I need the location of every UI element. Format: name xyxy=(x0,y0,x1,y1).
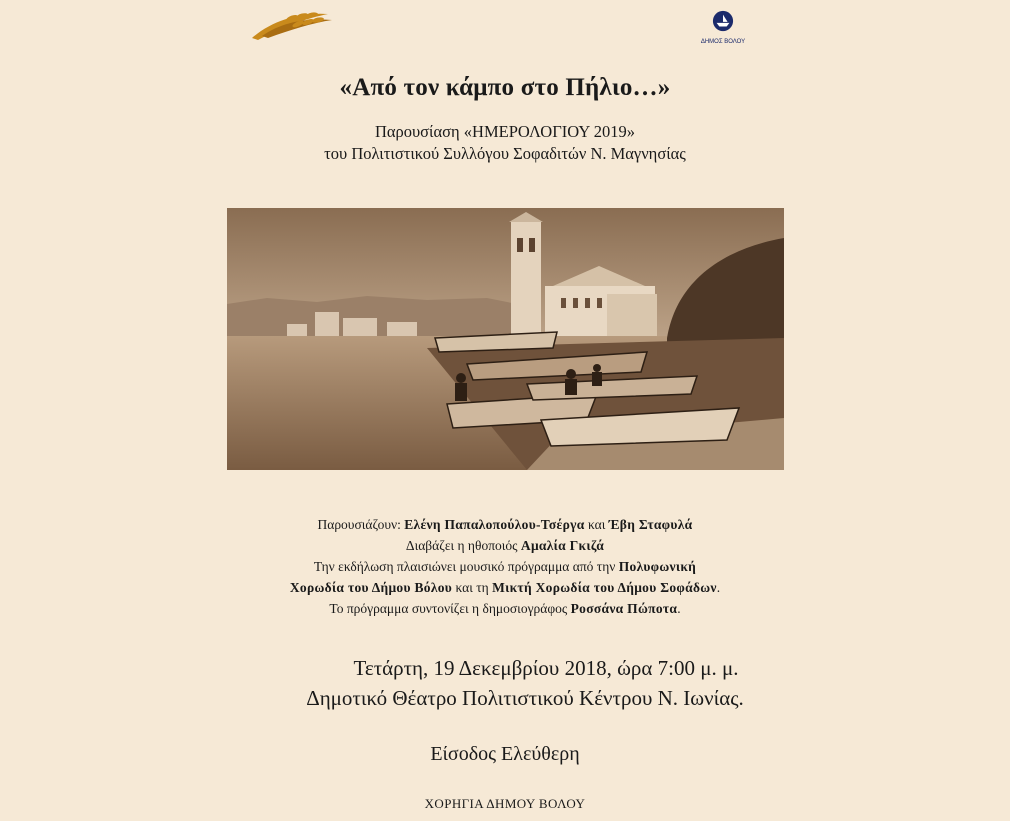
credits-block xyxy=(0,514,1010,619)
coordinator-period: . xyxy=(677,601,681,616)
reader-label: Διαβάζει η ηθοποιός xyxy=(405,538,521,553)
credits-line-presenters xyxy=(0,514,1010,535)
harbour-church-photo xyxy=(227,208,784,470)
credits-line-choirs xyxy=(0,577,1010,598)
sponsor-line: ΧΟΡΗΓΙΑ ΔΗΜΟΥ ΒΟΛΟΥ xyxy=(424,796,586,811)
event-datetime: Τετάρτη, 19 Δεκεμβρίου 2018, ώρα 7:00 μ. μ. xyxy=(353,656,739,680)
cultural-association-logo xyxy=(232,10,356,56)
credits-line-music xyxy=(0,556,1010,577)
presenter-1: Ελένη Παπαλοπούλου-Τσέργα xyxy=(404,517,585,532)
choir-1-part-2: Χορωδία του Δήμου Βόλου xyxy=(289,580,453,595)
credits-line-coordinator xyxy=(0,598,1010,619)
municipality-logo xyxy=(700,10,746,50)
journalist-name: Ροσσάνα Πώποτα xyxy=(570,601,678,616)
choir-1-part-1: Πολυφωνική xyxy=(618,559,697,574)
choirs-conjunction: και τη xyxy=(452,580,493,595)
subtitle-line-1: Παρουσίαση «ΗΜΕΡΟΛΟΓΙΟΥ 2019» xyxy=(374,122,636,141)
presenter-2: Έβη Σταφυλά xyxy=(608,517,693,532)
entry-info: Είσοδος Ελεύθερη xyxy=(430,743,580,765)
municipality-logo-caption: ΔΗΜΟΣ ΒΟΛΟΥ xyxy=(700,39,746,45)
ship-emblem-icon xyxy=(712,10,734,32)
coordinator-label: Το πρόγραμμα συντονίζει η δημοσιογράφος xyxy=(329,601,571,616)
credits-line-reader xyxy=(0,535,1010,556)
subtitle-line-2: του Πολιτιστικού Συλλόγου Σοφαδιτών Ν. Μαγνησίας xyxy=(324,144,686,163)
actress-name: Αμαλία Γκιζά xyxy=(520,538,605,553)
wheat-icon xyxy=(232,10,356,40)
presenters-label: Παρουσιάζουν: xyxy=(317,517,405,532)
event-venue: Δημοτικό Θέατρο Πολιτιστικού Κέντρου Ν. Ιωνίας. xyxy=(306,686,744,710)
page-title: «Από τον κάμπο στο Πήλιο…» xyxy=(339,74,671,101)
choirs-period: . xyxy=(716,580,721,595)
conjunction: και xyxy=(584,517,609,532)
music-label: Την εκδήλωση πλαισιώνει μουσικό πρόγραμμα από την xyxy=(313,559,619,574)
choir-2: Μικτή Χορωδία του Δήμου Σοφάδων xyxy=(492,580,717,595)
